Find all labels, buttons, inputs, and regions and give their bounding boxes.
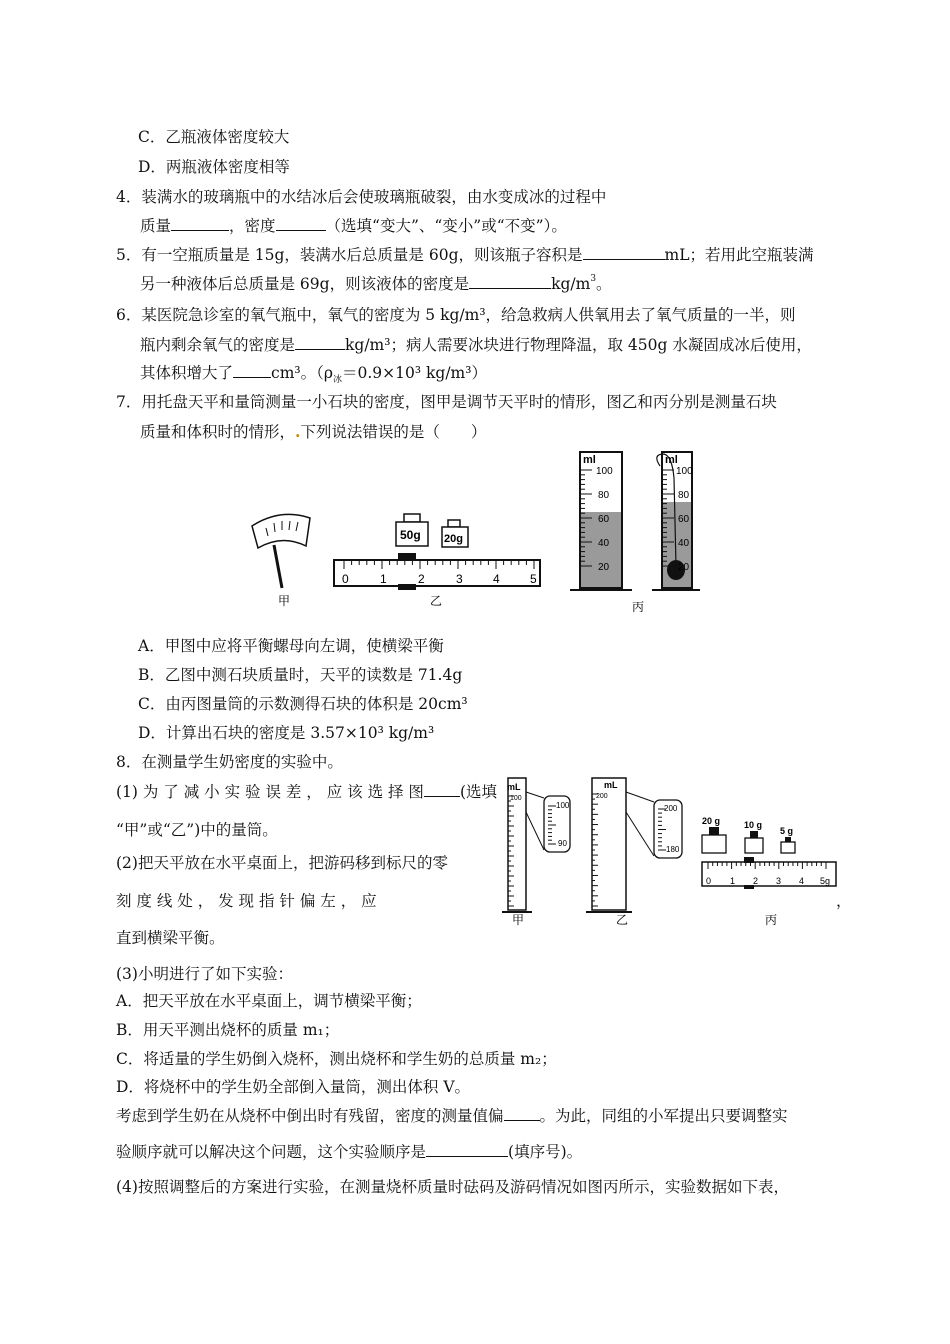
q7-option-c: C．由丙图量筒的示数测得石块的体积是 20cm³	[138, 695, 468, 713]
ruler-label: 3	[456, 572, 463, 586]
ruler-label: 5	[530, 572, 537, 586]
q8-step-b: B．用天平测出烧杯的质量 m₁；	[116, 1021, 340, 1039]
cylinder-yi	[586, 778, 682, 912]
q7-option-d: D．计算出石块的密度是 3.57×10³ kg/m³	[138, 724, 435, 742]
q6-line3: 其体积增大了 cm³。（$\rho_冰=0.9\times 10^3$ kg/m³）	[140, 364, 487, 386]
q4-line1: 4．装满水的玻璃瓶中的水结冰后会使玻璃瓶破裂，由水变成冰的过程中	[116, 188, 607, 206]
ruler-label: 1	[380, 572, 387, 586]
balance-ruler	[702, 857, 836, 889]
rider	[744, 857, 754, 863]
caption-jia: 甲	[512, 913, 525, 927]
svg-text:100: 100	[556, 801, 570, 810]
svg-text:20: 20	[598, 562, 610, 573]
q8-p4: (4)按照调整后的方案进行实验，在测量烧杯质量时砝码及游码情况如图丙所示，实验数据如下表，	[116, 1178, 789, 1196]
svg-text:40: 40	[678, 538, 690, 549]
graduated-cylinder-before	[570, 452, 632, 590]
q8-p3: (3)小明进行了如下实验：	[116, 965, 293, 983]
answer-blank[interactable]	[295, 335, 345, 350]
svg-text:180: 180	[666, 845, 680, 854]
q7-option-a: A．甲图中应将平衡螺母向左调，使横梁平衡	[138, 637, 444, 655]
svg-text:20g: 20g	[444, 533, 463, 545]
cylinder-jia	[502, 778, 570, 912]
q5-line2: 另一种液体后总质量是 69g，则该液体的密度是 $kg/m^3$。	[140, 274, 612, 293]
svg-text:ml: ml	[583, 454, 596, 466]
q8-figure	[500, 772, 845, 936]
answer-blank[interactable]	[276, 216, 326, 231]
answer-blank[interactable]	[583, 245, 665, 260]
svg-text:1: 1	[730, 876, 736, 886]
q8-p2-line3: 直到横梁平衡。	[116, 929, 225, 947]
q8-conclusion-line1: 考虑到学生奶在从烧杯中倒出时有残留，密度的测量值偏 。为此，同组的小军提出只要调整实	[116, 1107, 788, 1125]
svg-text:ml: ml	[665, 454, 678, 466]
q8-p2-line2: 刻 度 线 处 ， 发 现 指 针 偏 左 ， 应	[116, 892, 377, 910]
q7-figure-svg	[240, 448, 710, 618]
q8-p1-line1: (1) 为 了 减 小 实 验 误 差 ， 应 该 选 择 图 (选填	[116, 783, 497, 801]
svg-text:200: 200	[596, 793, 608, 800]
weight-5g	[780, 826, 795, 853]
q3-option-d: D．两瓶液体密度相等	[138, 158, 290, 176]
balance-ruler	[334, 553, 540, 590]
q8-step-d: D．将烧杯中的学生奶全部倒入量筒，测出体积 V。	[116, 1078, 471, 1096]
q4-line2: 质量 ，密度 （选填“变大”、“变小”或“不变”）。	[140, 217, 567, 235]
q8-p2-line1: (2)把天平放在水平桌面上，把游码移到标尺的零	[116, 854, 448, 872]
weight-50g	[396, 514, 428, 546]
svg-text:50g: 50g	[400, 528, 421, 542]
q8-title: 8．在测量学生奶密度的实验中。	[116, 753, 343, 771]
svg-text:mL: mL	[604, 780, 618, 790]
svg-text:100: 100	[510, 795, 522, 802]
answer-blank[interactable]	[171, 216, 229, 231]
svg-text:100: 100	[676, 466, 693, 477]
weight-20g	[702, 816, 726, 853]
caption-bing: 丙	[765, 913, 778, 927]
q8-conclusion-line2: 验顺序就可以解决这个问题，这个实验顺序是 (填序号)。	[116, 1143, 583, 1161]
caption-bing: 丙	[632, 600, 645, 614]
ruler-label: 0	[342, 572, 349, 586]
answer-blank[interactable]	[233, 363, 271, 378]
q8-p2-comma: ，	[836, 892, 852, 910]
graduated-cylinder-after	[652, 452, 700, 590]
svg-text:5g: 5g	[820, 876, 831, 886]
svg-text:90: 90	[558, 839, 567, 848]
ruler-label: 2	[418, 572, 425, 586]
answer-blank[interactable]	[504, 1106, 540, 1121]
svg-text:60: 60	[678, 514, 690, 525]
q7-figure	[240, 448, 710, 622]
svg-text:3: 3	[776, 876, 782, 886]
q5-line1: 5．有一空瓶质量是 15g，装满水后总质量是 60g，则该瓶子容积是 mL；若用此空瓶装满	[116, 246, 814, 264]
q8-figure-svg	[500, 772, 845, 932]
svg-text:20: 20	[678, 562, 690, 573]
weight-10g	[744, 820, 763, 853]
answer-blank[interactable]	[469, 274, 551, 289]
svg-text:80: 80	[598, 490, 610, 501]
q8-p1-line2: “甲”或“乙”)中的量筒。	[116, 821, 278, 839]
svg-text:10 g: 10 g	[744, 820, 763, 830]
svg-text:60: 60	[598, 514, 610, 525]
svg-text:200: 200	[664, 804, 678, 813]
svg-text:5 g: 5 g	[780, 826, 794, 836]
answer-blank[interactable]	[424, 782, 460, 797]
q3-option-c: C．乙瓶液体密度较大	[138, 128, 290, 146]
svg-text:20 g: 20 g	[702, 816, 721, 826]
rider	[398, 553, 416, 561]
caption-yi: 乙	[616, 913, 629, 927]
q8-step-a: A．把天平放在水平桌面上，调节横梁平衡；	[116, 992, 422, 1010]
svg-text:40: 40	[598, 538, 610, 549]
q8-step-c: C．将适量的学生奶倒入烧杯，测出烧杯和学生奶的总质量 m₂；	[116, 1050, 557, 1068]
svg-text:4: 4	[799, 876, 805, 886]
balance-pointer-scale	[252, 514, 310, 588]
caption-jia: 甲	[278, 594, 291, 608]
svg-text:mL: mL	[507, 782, 521, 792]
q7-option-b: B．乙图中测石块质量时，天平的读数是 71.4g	[138, 666, 463, 684]
q6-line1: 6．某医院急诊室的氧气瓶中，氧气的密度为 5 kg/m³，给急救病人供氧用去了氧气质量的一半，则	[116, 306, 796, 324]
svg-text:2: 2	[753, 876, 759, 886]
q7-line2: 质量和体积时的情形，.下列说法错误的是（ ）	[140, 422, 487, 441]
svg-text:0: 0	[706, 876, 712, 886]
ruler-label: 4	[493, 572, 500, 586]
q6-line2: 瓶内剩余氧气的密度是 kg/m³；病人需要冰块进行物理降温，取 450g 水凝固成冰后使用，	[140, 336, 812, 354]
weight-20g	[442, 520, 468, 547]
answer-blank[interactable]	[426, 1142, 508, 1157]
svg-text:80: 80	[678, 490, 690, 501]
q7-line1: 7．用托盘天平和量筒测量一小石块的密度，图甲是调节天平时的情形，图乙和丙分别是测量石块	[116, 393, 777, 411]
caption-yi: 乙	[430, 594, 443, 608]
svg-text:100: 100	[596, 466, 613, 477]
